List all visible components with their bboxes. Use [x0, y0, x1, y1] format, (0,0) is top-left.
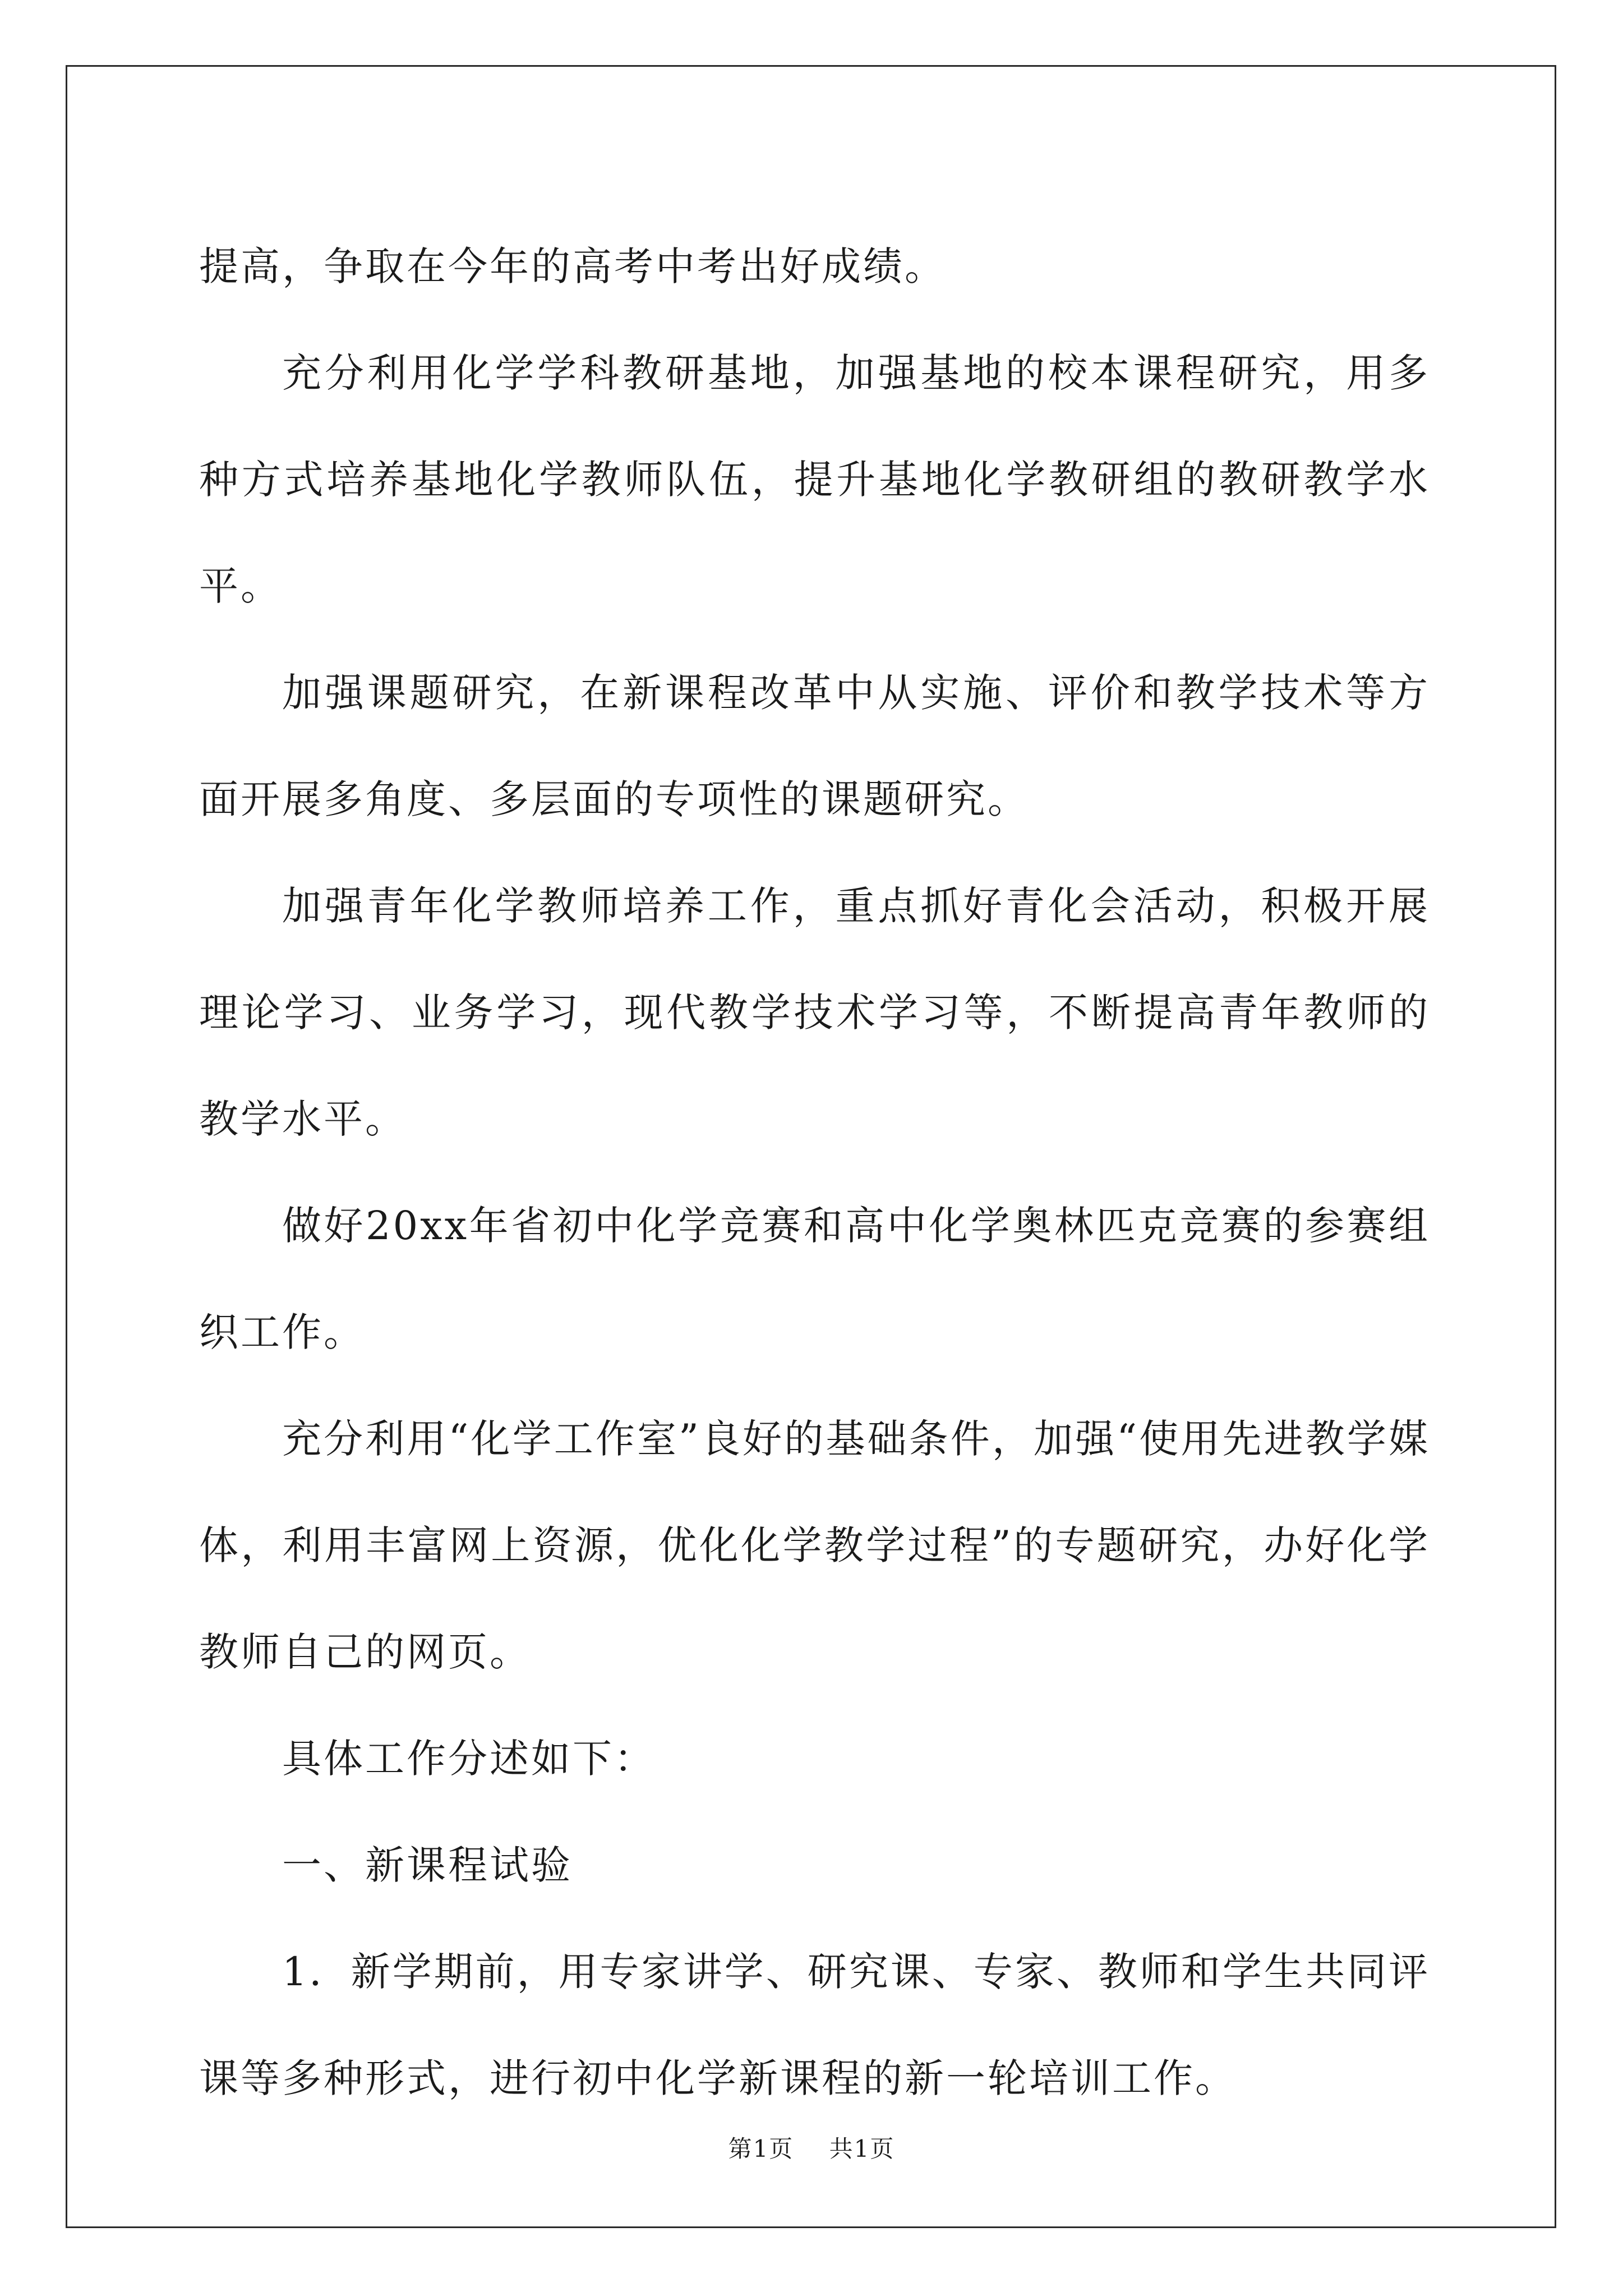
paragraph-5: 做好20xx年省初中化学竞赛和高中化学奥林匹克竞赛的参赛组织工作。: [199, 1203, 1430, 1355]
document-body: [199, 213, 1430, 2132]
page-footer: [0, 2131, 1623, 2164]
page-number: 第1页: [728, 2135, 794, 2162]
paragraph-6: 充分利用“化学工作室”良好的基础条件，加强“使用先进教学媒体，利用丰富网上资源，优化化学教学过程”的专题研究，办好化学教师自己的网页。: [199, 1416, 1430, 1675]
page-total: 共1页: [829, 2135, 895, 2162]
paragraph-9: 1．新学期前，用专家讲学、研究课、专家、教师和学生共同评课等多种形式，进行初中化学新课程的新一轮培训工作。: [199, 1949, 1430, 2101]
section-heading: 一、新课程试验: [282, 1842, 573, 1888]
paragraph-3: 加强课题研究，在新课程改革中从实施、评价和教学技术等方面开展多角度、多层面的专项性的课题研究。: [199, 670, 1430, 822]
paragraph-2: 充分利用化学学科教研基地，加强基地的校本课程研究，用多种方式培养基地化学教师队伍，提升基地化学教研组的教研教学水平。: [199, 350, 1430, 609]
paragraph-4: 加强青年化学教师培养工作，重点抓好青化会活动，积极开展理论学习、业务学习，现代教学技术学习等，不断提高青年教师的教学水平。: [199, 883, 1430, 1142]
paragraph-1: 提高，争取在今年的高考中考出好成绩。: [199, 243, 946, 289]
paragraph-7: 具体工作分述如下：: [282, 1736, 656, 1782]
